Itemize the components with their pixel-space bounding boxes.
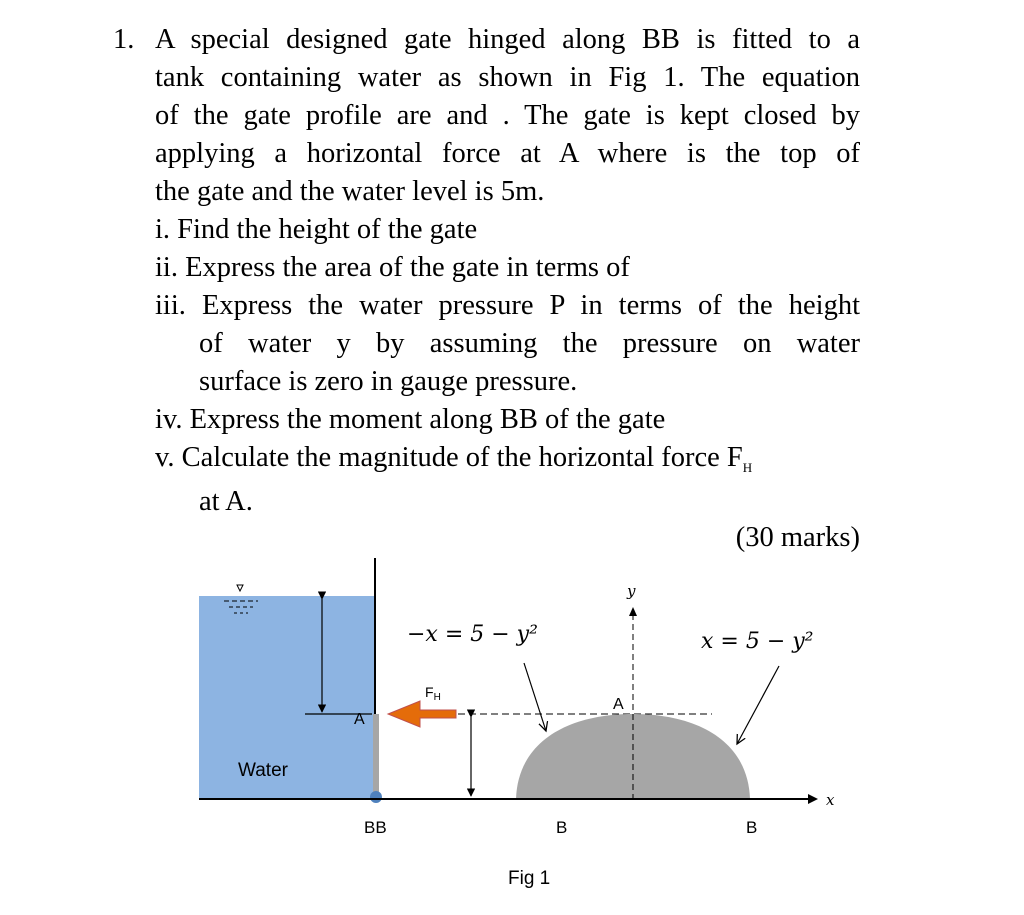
- figure-caption: Fig 1: [508, 868, 551, 889]
- intro-line-3: of the gate profile are and . The gate is kept closed by: [155, 100, 860, 131]
- force-label-sub: H: [433, 692, 441, 703]
- part-v-line-2: at A.: [199, 486, 253, 517]
- force-label: F: [425, 684, 434, 700]
- y-axis-arrowhead: [629, 607, 637, 616]
- left-equation-pointer: [524, 663, 546, 731]
- force-subscript: H: [742, 460, 753, 475]
- hinge-bb: [370, 791, 382, 803]
- base-label-right: B: [746, 818, 758, 837]
- part-ii: ii. Express the area of the gate in terms of: [155, 252, 630, 283]
- left-equation: −x = 5 − y²: [407, 622, 538, 647]
- right-equation-pointer: [737, 666, 779, 744]
- part-iv: iv. Express the moment along BB of the gate: [155, 404, 666, 435]
- question-number: 1.: [113, 24, 135, 55]
- part-iii-line-3: surface is zero in gauge pressure.: [199, 366, 578, 397]
- part-iii-line-2: of water y by assuming the pressure on water: [199, 328, 860, 359]
- intro-line-2: tank containing water as shown in Fig 1. The equation: [155, 62, 860, 93]
- hinge-label: BB: [364, 818, 387, 837]
- intro-line-5: the gate and the water level is 5m.: [155, 176, 545, 207]
- base-label-left: B: [556, 818, 568, 837]
- point-a-left: A: [354, 711, 365, 728]
- axis-y-label: y: [627, 582, 636, 600]
- right-equation: x = 5 − y²: [701, 629, 814, 654]
- part-v-text: v. Calculate the magnitude of the horizontal force F: [155, 442, 743, 473]
- svg-text:FH: [425, 684, 441, 703]
- force-arrow: [388, 701, 456, 727]
- intro-line-1: A special designed gate hinged along BB is fitted to a: [155, 24, 860, 55]
- part-iii-line-1: iii. Express the water pressure P in terms of the height: [155, 290, 860, 321]
- water-label: Water: [238, 760, 288, 781]
- x-axis-arrowhead: [808, 794, 818, 804]
- part-i: i. Find the height of the gate: [155, 214, 478, 245]
- axis-x-label: x: [826, 791, 835, 809]
- intro-line-4: applying a horizontal force at A where is the top of: [155, 138, 860, 169]
- gate-plate: [373, 714, 379, 799]
- marks: (30 marks): [735, 522, 860, 553]
- point-a-top: A: [613, 696, 624, 713]
